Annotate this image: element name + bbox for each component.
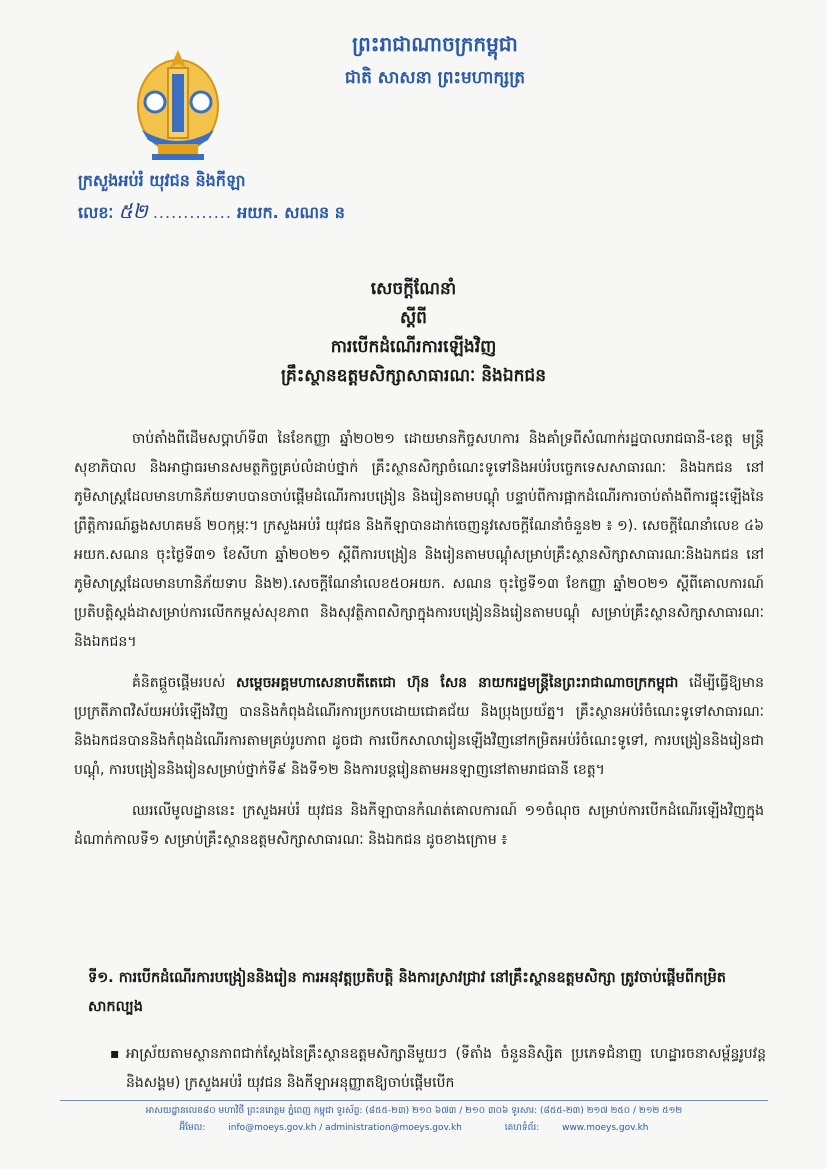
prime-minister-name: សម្តេចអគ្គមហាសេនាបតីតេជោ ហ៊ុន សែន នាយករដ្ឋមន្ត្រីនៃព្រះរាជាណាចក្រកម្ពុជា <box>236 675 679 691</box>
section-1-heading: ទី១. ការបើកដំណើរការបង្រៀននិងរៀន ការអនុវត្តប្រតិបត្តិ និងការស្រាវជ្រាវ នៅគ្រឹះស្ថានឧត្តមសិក្សា ត្រូវចាប់ផ្តើមពីកម្រិតសាកល្បង <box>88 970 727 1015</box>
reference-number: ៥២ <box>118 199 148 223</box>
paragraph-3: ឈរលើមូលដ្ឋាននេះ ក្រសួងអប់រំ យុវជន និងកីឡាបានកំណត់គោលការណ៍ ១១ចំណុច សម្រាប់ការបើកដំណើរឡើងវិញក្នុងដំណាក់កាលទី១ សម្រាប់គ្រឹះស្ថានឧត្តមសិក្សាសាធារណៈ និងឯកជន ដូចខាងក្រោម ៖ <box>74 803 764 848</box>
paragraph-2-rest: ដើម្បីធ្វើឱ្យមានប្រក្រតីភាពវិស័យអប់រំឡើងវិញ បាននិងកំពុងដំណើរការប្រកបដោយជោគជ័យ និងប្រុងប្រយ័ត្ន។ គ្រឹះស្ថានអប់រំចំណេះទូទៅសាធារណៈ និងឯកជនបាននិងកំពុងដំណើរការតាមគ្រប់រូបភាព ដូចជា ការបើកសាលារៀនឡើងវិញនៅកម្រិតអប់រំចំណេះទូទៅ, ការបង្រៀននិងរៀនជាបណ្តុំ, ការបង្រៀននិងរៀនសម្រាប់ថ្នាក់ទី៩ និងទី១២ និងការបន្តរៀនតាមអនឡាញនៅតាមរាជធានី ខេត្ត។ <box>74 675 764 778</box>
bullet-text: អាស្រ័យតាមស្ថានភាពជាក់ស្តែងនៃគ្រឹះស្ថានឧត្តមសិក្សានីមួយៗ (ទីតាំង ចំនួននិស្សិត ប្រភេទជំនាញ ហេដ្ឋារចនាសម្ព័ន្ធរូបវន្តនិងសង្គម) ក្រសួងអប់រំ យុវជន និងកីឡាអនុញ្ញាតឱ្យចាប់ផ្តើមបើក <box>126 1046 766 1091</box>
national-motto: ជាតិ សាសនា ព្រះមហាក្សត្រ <box>344 68 526 88</box>
section-1-bullet <box>110 1040 766 1098</box>
email-link[interactable]: info@moeys.gov.kh / administration@moeys.gov.kh <box>228 1123 462 1133</box>
title-line-2: ស្តីពី <box>400 308 427 328</box>
reference-code: អយក. សណន ន <box>237 203 345 222</box>
kingdom-heading: ព្រះរាជាណាចក្រកម្ពុជា <box>352 32 518 56</box>
ministry-name: ក្រសួងអប់រំ យុវជន និងកីឡា <box>78 171 246 190</box>
royal-emblem-icon <box>128 40 228 165</box>
footer-website: គេហទំព័រ: www.moeys.gov.kh <box>504 1123 649 1133</box>
paragraph-2 <box>74 669 764 785</box>
title-line-4: គ្រឹះស្ថានឧត្តមសិក្សាសាធារណៈ និងឯកជន <box>280 366 547 386</box>
footer-address: អាសយដ្ឋានលេខ៨០ មហាវិថី ព្រះនរោត្តម ភ្នំពេញ កម្ពុជា ទូរស័ព្ទ: (៨៥៥-២៣) ២១០ ៦៧៣ / ២១០ ៣០៦ ទូរសារ: (៨៥៥-២៣) ២១៧ ២៥០ / ២១២ ៥១២ <box>145 1106 683 1116</box>
title-line-3: ការបើកដំណើរការឡើងវិញ <box>330 337 497 357</box>
footer-divider <box>60 1100 768 1101</box>
document-title-block <box>150 275 677 391</box>
title-line-1: សេចក្តីណែនាំ <box>370 279 457 299</box>
bullet-icon: ▪ <box>110 1046 120 1062</box>
footer-email: អ៊ីមែល: info@moeys.gov.kh / administration@moeys.gov.kh <box>179 1123 462 1133</box>
footer-contacts <box>60 1121 768 1135</box>
reference-label: លេខៈ <box>78 203 114 222</box>
website-link[interactable]: www.moeys.gov.kh <box>562 1123 649 1133</box>
reference-line: លេខៈ ៥២ ............. អយក. សណន ន <box>78 199 345 223</box>
document-body <box>74 425 764 867</box>
paragraph-2-lead: គំនិតផ្តួចផ្តើមរបស់ <box>132 675 236 691</box>
paragraph-1: ចាប់តាំងពីដើមសប្តាហ៍ទី៣ នៃខែកញ្ញា ឆ្នាំ២០២១ ដោយមានកិច្ចសហការ និងគាំទ្រពីសំណាក់រដ្ឋបាលរាជធានី-ខេត្ត មន្ត្រីសុខាភិបាល និងអាជ្ញាធរមានសមត្ថកិច្ចគ្រប់លំដាប់ថ្នាក់ គ្រឹះស្ថានសិក្សាចំណេះទូទៅនិងអប់រំបច្ចេកទេសសាធារណៈ និងឯកជន នៅភូមិសាស្ត្រដែលមានហានិភ័យទាបបានចាប់ផ្តើមដំណើរការបង្រៀន និងរៀនតាមបណ្តុំ បន្ទាប់ពីការផ្អាកដំណើរការចាប់តាំងពីការផ្ទុះឡើងនៃព្រឹត្តិការណ៍ឆ្លងសហគមន៍ ២០កុម្ភៈ។ ក្រសួងអប់រំ យុវជន និងកីឡាបានដាក់ចេញនូវសេចក្តីណែនាំចំនួន២ ៖ ១). សេចក្តីណែនាំលេខ ៤៦ អយក.សណន ចុះថ្ងៃទី៣១ ខែសីហា ឆ្នាំ២០២១ ស្តីពីការបង្រៀន និងរៀនតាមបណ្តុំសម្រាប់គ្រឹះស្ថានសិក្សាសាធារណៈនិងឯកជន នៅភូមិសាស្ត្រដែលមានហានិភ័យទាប និង២).សេចក្តីណែនាំលេខ៥០អយក. សណន ចុះថ្ងៃទី១៣ ខែកញ្ញា ឆ្នាំ២០២១ ស្តីពីគោលការណ៍ប្រតិបត្តិស្តង់ដាសម្រាប់ការលើកកម្ពស់សុខភាព និងសុវត្ថិភាពសិក្សាក្នុងការបង្រៀននិងរៀនតាមបណ្តុំ សម្រាប់គ្រឹះស្ថានសិក្សាសាធារណៈនិងឯកជន។ <box>74 431 764 650</box>
